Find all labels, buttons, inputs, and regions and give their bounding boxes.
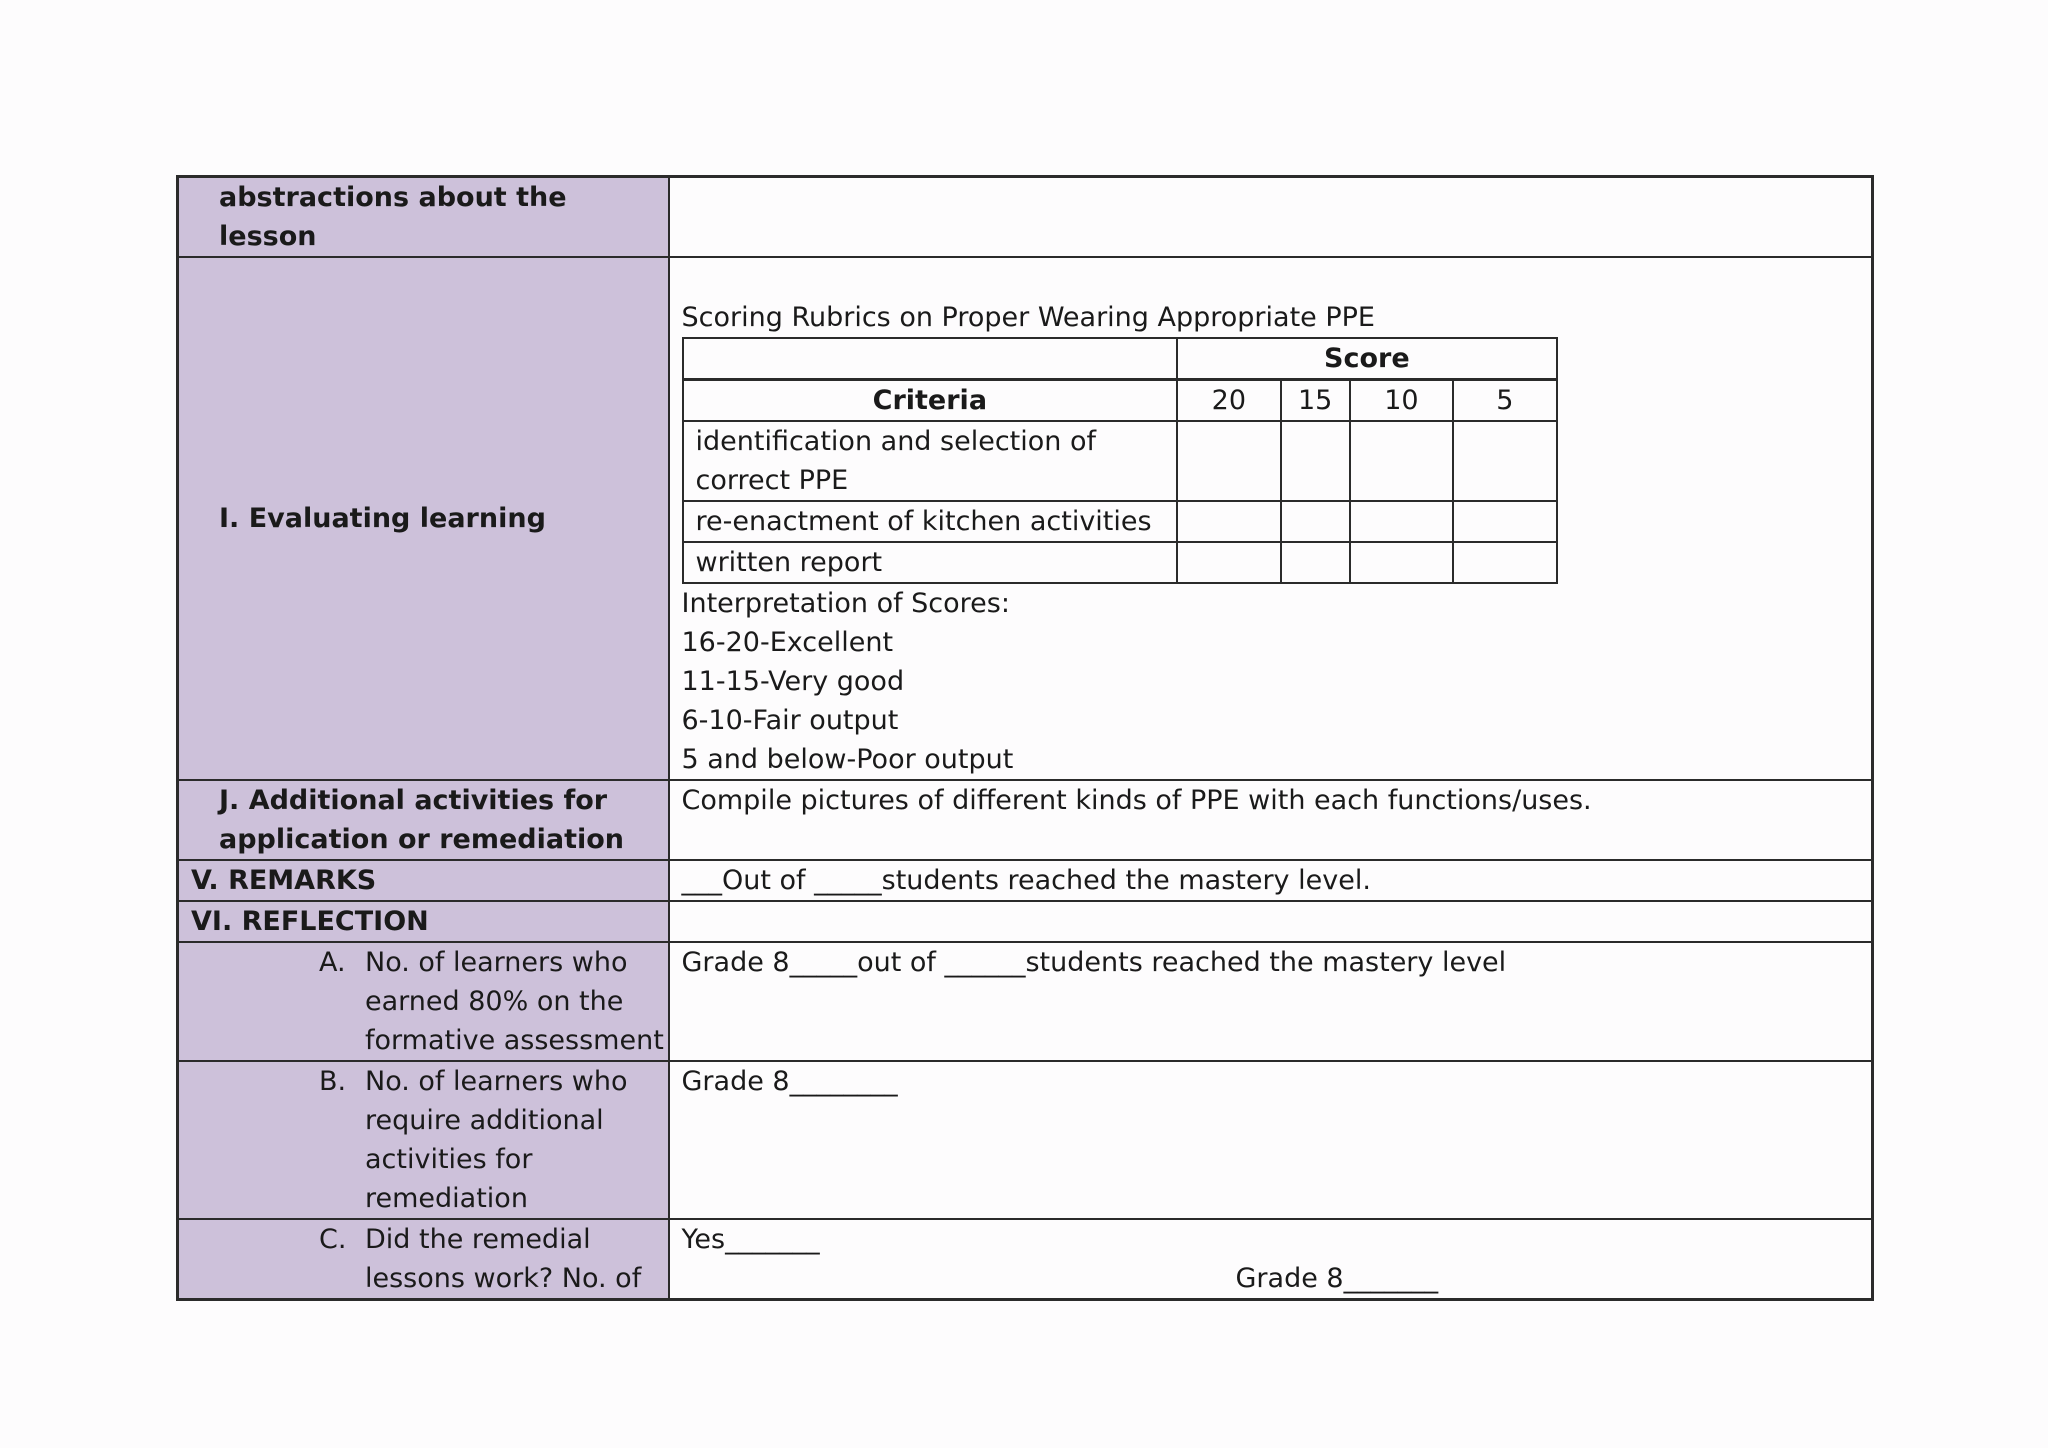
criteria-item: identification and selection of correct PPE [683, 421, 1178, 501]
rubric-table [682, 337, 1558, 584]
interpretation-item: 6-10-Fair output [681, 705, 899, 736]
item-a-label: No. of learners who earned 80% on the formative assessment [365, 947, 664, 1056]
content-evaluating [669, 257, 1873, 780]
item-c-grade: Grade 8_______ [1235, 1263, 1439, 1294]
label-remarks [178, 860, 669, 901]
evaluating-label: I. Evaluating learning [219, 503, 546, 534]
interpretation-item: 5 and below-Poor output [681, 744, 1014, 775]
additional-label: J. Additional activities for application or remediation [219, 785, 625, 855]
remarks-content: ___Out of _____students reached the mastery level. [681, 865, 1371, 896]
row-evaluating [178, 257, 1873, 780]
item-c-yes: Yes_______ [681, 1224, 820, 1255]
lesson-plan-table [176, 175, 1874, 1301]
row-remarks [178, 860, 1873, 901]
content-additional [669, 780, 1873, 860]
item-c-label: Did the remedial lessons work? No. of [365, 1224, 642, 1294]
score-col: 20 [1177, 380, 1280, 422]
content-item-a [669, 942, 1873, 1061]
item-a-letter: A. [319, 947, 346, 978]
interpretation-item: 11-15-Very good [681, 666, 905, 697]
label-evaluating [178, 257, 669, 780]
score-col: 5 [1453, 380, 1556, 422]
row-reflection [178, 901, 1873, 942]
content-item-b [669, 1061, 1873, 1219]
row-abstractions [178, 177, 1873, 258]
row-item-c [178, 1219, 1873, 1300]
remarks-label: V. REMARKS [191, 865, 377, 896]
item-b-label: No. of learners who require additional activities for remediation [365, 1066, 628, 1214]
label-item-b [178, 1061, 669, 1219]
content-abstractions [669, 177, 1873, 258]
content-item-c [669, 1219, 1873, 1300]
interpretation-item: 16-20-Excellent [681, 627, 894, 658]
item-b-content: Grade 8________ [681, 1066, 898, 1097]
label-additional [178, 780, 669, 860]
item-b-letter: B. [319, 1066, 347, 1097]
abstractions-label: abstractions about the lesson [219, 182, 567, 252]
label-reflection [178, 901, 669, 942]
row-additional [178, 780, 1873, 860]
score-col: 15 [1281, 380, 1350, 422]
criteria-item: written report [683, 542, 1178, 583]
row-item-a [178, 942, 1873, 1061]
label-item-c [178, 1219, 669, 1300]
item-a-content: Grade 8_____out of ______students reached the mastery level [681, 947, 1507, 978]
row-item-b [178, 1061, 1873, 1219]
score-header: Score [1177, 338, 1556, 380]
additional-content: Compile pictures of different kinds of PPE with each functions/uses. [681, 785, 1592, 816]
reflection-label: VI. REFLECTION [191, 906, 429, 937]
interpretation-title: Interpretation of Scores: [681, 588, 1010, 619]
content-remarks [669, 860, 1873, 901]
label-item-a [178, 942, 669, 1061]
rubric-title: Scoring Rubrics on Proper Wearing Appropriate PPE [681, 302, 1375, 333]
criteria-item: re-enactment of kitchen activities [683, 501, 1178, 542]
criteria-header: Criteria [683, 380, 1178, 422]
item-c-letter: C. [319, 1224, 347, 1255]
label-abstractions [178, 177, 669, 258]
content-reflection [669, 901, 1873, 942]
score-col: 10 [1350, 380, 1453, 422]
